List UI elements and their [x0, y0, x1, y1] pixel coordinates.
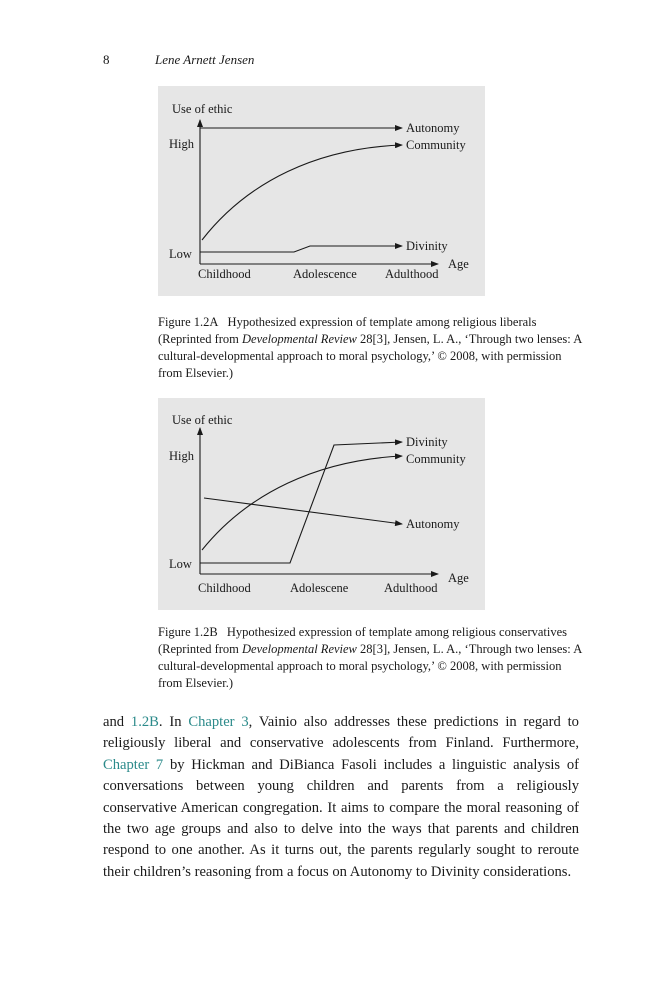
y-tick-high: High: [169, 449, 194, 463]
label-community: Community: [406, 138, 466, 152]
figure-1-2b-diagram: [158, 398, 485, 610]
y-axis-label: Use of ethic: [172, 413, 233, 427]
x-tick-adolescence: Adolescence: [293, 267, 357, 281]
x-tick-childhood: Childhood: [198, 581, 251, 595]
y-tick-low: Low: [169, 557, 192, 571]
chapter-3-link[interactable]: Chapter 3: [188, 714, 249, 730]
x-tick-adolescene: Adolescene: [290, 581, 349, 595]
chapter-7-link[interactable]: Chapter 7: [103, 756, 164, 773]
running-head: [103, 52, 254, 68]
figure-1-2b-link[interactable]: 1.2B: [130, 714, 159, 730]
x-tick-adulthood: Adulthood: [385, 267, 439, 281]
page-number: 8: [103, 52, 110, 67]
figure-1-2b-caption: Figure 1.2B Hypothesized expression of template among religious conservatives (Reprinted from Developmental Review 28[3], Jensen, L. A., ‘Through two lenses: A cultural-developmental approach to moral psychology,’ © 2008, with permission from Elsevier.): [158, 625, 582, 690]
y-axis-label: Use of ethic: [172, 102, 233, 116]
figure-1-2b: [158, 398, 485, 610]
line-community: [202, 145, 402, 240]
line-divinity: [200, 246, 402, 252]
label-autonomy: Autonomy: [406, 517, 460, 531]
figure-1-2a-caption: Figure 1.2A Hypothesized expression of template among religious liberals (Reprinted from Developmental Review 28[3], Jensen, L. A., ‘Through two lenses: A cultural-developmental approach to moral psychology,’ © 2008, with permission from Elsevier.): [158, 315, 582, 380]
x-tick-childhood: Childhood: [198, 267, 251, 281]
label-autonomy: Autonomy: [406, 121, 460, 135]
running-head-author: Lene Arnett Jensen: [155, 52, 255, 67]
figure-1-2a: [158, 86, 485, 296]
y-tick-low: Low: [169, 247, 192, 261]
body-paragraph: and 1.2B. In Chapter 3, Vainio also addresses these predictions in regard to religiously liberal and conservative adolescents from Finland. Furthermore, Chapter 7 by Hickman and DiBianca Fasoli includes a linguistic analysis of conversations between young children and parents from a religiously conservative American congregation. It aims to compare the moral reasoning of the two age groups and also to delve into the ways that parents and children respond to one another. As it turns out, the parents regularly sought to reroute their children’s reasoning from a focus on Autonomy to Divinity considerations.: [103, 714, 579, 880]
figure-1-2a-diagram: [158, 86, 485, 296]
line-divinity: [200, 442, 402, 563]
line-autonomy: [204, 498, 402, 524]
line-community: [202, 456, 402, 550]
y-tick-high: High: [169, 137, 194, 151]
label-divinity: Divinity: [406, 239, 448, 253]
label-divinity: Divinity: [406, 435, 448, 449]
x-tick-adulthood: Adulthood: [384, 581, 438, 595]
x-axis-label: Age: [448, 571, 469, 585]
x-axis-label: Age: [448, 257, 469, 271]
label-community: Community: [406, 452, 466, 466]
